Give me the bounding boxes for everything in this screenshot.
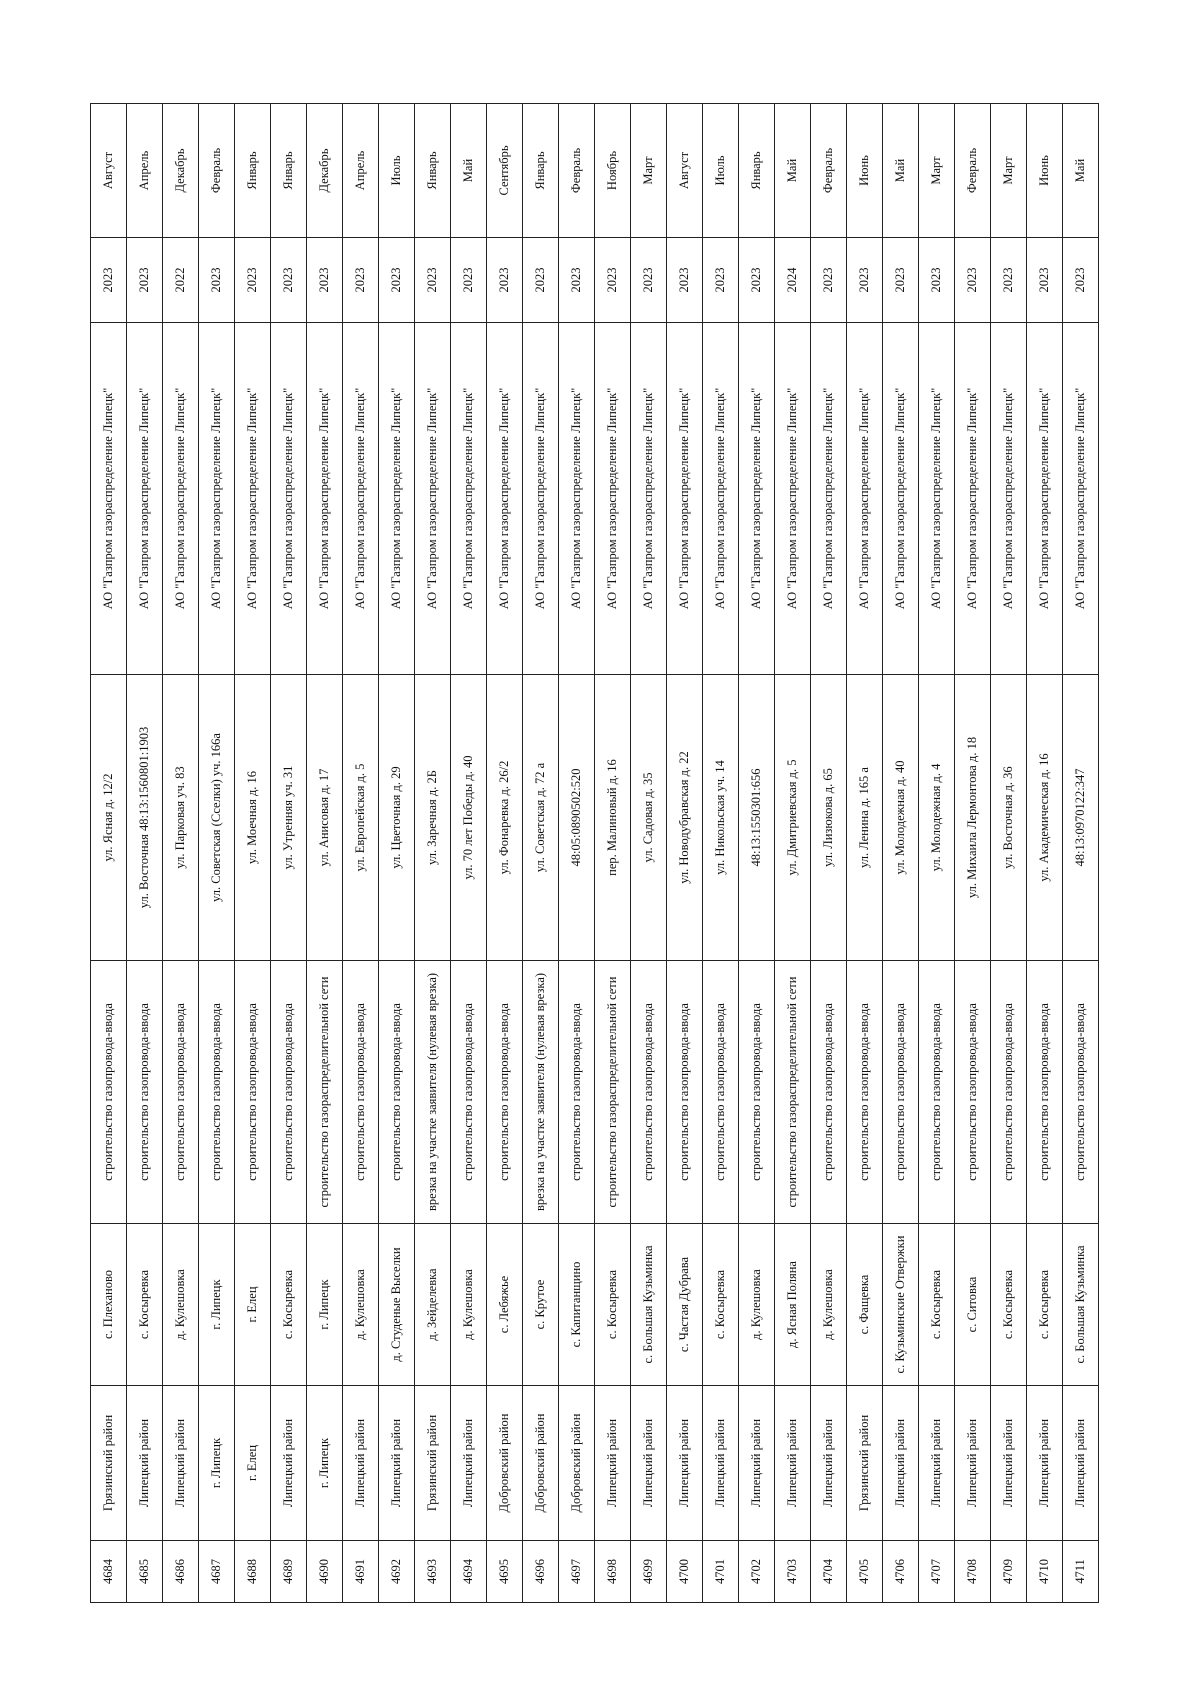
rotated-table-sheet (90, 104, 1097, 1603)
cell-month: Сентябрь (487, 104, 523, 238)
cell-work-type: строительство газопровода-ввода (235, 961, 271, 1224)
cell-settlement: с. Косыревка (1027, 1224, 1063, 1386)
cell-organization: АО "Газпром газораспределение Липецк" (595, 323, 631, 675)
cell-settlement: с. Ситовка (955, 1224, 991, 1386)
cell-district: Липецкий район (163, 1386, 199, 1541)
cell-work-type: строительство газопровода-ввода (127, 961, 163, 1224)
cell-month: Апрель (127, 104, 163, 238)
cell-settlement: г. Липецк (307, 1224, 343, 1386)
cell-work-type: строительство газопровода-ввода (847, 961, 883, 1224)
cell-row-number: 4691 (343, 1541, 379, 1603)
cell-district: Липецкий район (379, 1386, 415, 1541)
table-row (919, 104, 955, 1603)
cell-month: Декабрь (163, 104, 199, 238)
cell-month: Ноябрь (595, 104, 631, 238)
cell-organization: АО "Газпром газораспределение Липецк" (559, 323, 595, 675)
cell-work-type: строительство газопровода-ввода (451, 961, 487, 1224)
cell-work-type: врезка на участке заявителя (нулевая врезка) (415, 961, 451, 1224)
cell-settlement: с. Кузьминские Отвержки (883, 1224, 919, 1386)
cell-address: 48:13:0970122:347 (1063, 675, 1099, 961)
cell-district: Липецкий район (631, 1386, 667, 1541)
cell-settlement: с. Крутое (523, 1224, 559, 1386)
cell-month: Июнь (1027, 104, 1063, 238)
cell-settlement: д. Ясная Поляна (775, 1224, 811, 1386)
cell-district: Липецкий район (739, 1386, 775, 1541)
cell-year: 2023 (307, 238, 343, 323)
cell-district: Липецкий район (127, 1386, 163, 1541)
cell-district: Липецкий район (1063, 1386, 1099, 1541)
cell-organization: АО "Газпром газораспределение Липецк" (631, 323, 667, 675)
cell-organization: АО "Газпром газораспределение Липецк" (847, 323, 883, 675)
table-row (739, 104, 775, 1603)
cell-settlement: с. Косыревка (127, 1224, 163, 1386)
cell-row-number: 4687 (199, 1541, 235, 1603)
cell-row-number: 4693 (415, 1541, 451, 1603)
cell-address: ул. Лизюкова д. 65 (811, 675, 847, 961)
cell-year: 2023 (523, 238, 559, 323)
cell-row-number: 4699 (631, 1541, 667, 1603)
table-row (343, 104, 379, 1603)
cell-year: 2023 (595, 238, 631, 323)
cell-month: Март (631, 104, 667, 238)
cell-work-type: строительство газопровода-ввода (91, 961, 127, 1224)
cell-settlement: с. Большая Кузьминка (631, 1224, 667, 1386)
cell-district: Липецкий район (667, 1386, 703, 1541)
table-row (667, 104, 703, 1603)
cell-month: Март (991, 104, 1027, 238)
cell-address: ул. Парковая уч. 83 (163, 675, 199, 961)
cell-year: 2023 (127, 238, 163, 323)
cell-address: ул. Молодежная д. 4 (919, 675, 955, 961)
cell-organization: АО "Газпром газораспределение Липецк" (1063, 323, 1099, 675)
cell-year: 2023 (271, 238, 307, 323)
cell-district: Добровский район (559, 1386, 595, 1541)
cell-row-number: 4689 (271, 1541, 307, 1603)
cell-work-type: строительство газопровода-ввода (631, 961, 667, 1224)
table-row (415, 104, 451, 1603)
cell-settlement: с. Лебяжье (487, 1224, 523, 1386)
cell-row-number: 4702 (739, 1541, 775, 1603)
cell-row-number: 4690 (307, 1541, 343, 1603)
cell-organization: АО "Газпром газораспределение Липецк" (739, 323, 775, 675)
cell-row-number: 4700 (667, 1541, 703, 1603)
cell-district: Липецкий район (271, 1386, 307, 1541)
cell-district: г. Липецк (199, 1386, 235, 1541)
cell-settlement: с. Косыревка (919, 1224, 955, 1386)
cell-settlement: с. Косыревка (595, 1224, 631, 1386)
cell-year: 2023 (919, 238, 955, 323)
cell-settlement: с. Косыревка (271, 1224, 307, 1386)
table-row (127, 104, 163, 1603)
cell-month: Апрель (343, 104, 379, 238)
cell-organization: АО "Газпром газораспределение Липецк" (343, 323, 379, 675)
cell-month: Июль (379, 104, 415, 238)
gas-connection-table (90, 103, 1099, 1603)
cell-row-number: 4710 (1027, 1541, 1063, 1603)
cell-address: ул. Моечная д. 16 (235, 675, 271, 961)
table-row (235, 104, 271, 1603)
cell-organization: АО "Газпром газораспределение Липецк" (271, 323, 307, 675)
cell-address: ул. Ясная д. 12/2 (91, 675, 127, 961)
table-row (595, 104, 631, 1603)
cell-month: Май (1063, 104, 1099, 238)
cell-month: Февраль (955, 104, 991, 238)
cell-month: Февраль (199, 104, 235, 238)
table-row (991, 104, 1027, 1603)
cell-month: Январь (235, 104, 271, 238)
cell-year: 2023 (703, 238, 739, 323)
cell-settlement: с. Частая Дубрава (667, 1224, 703, 1386)
table-row (199, 104, 235, 1603)
cell-row-number: 4695 (487, 1541, 523, 1603)
table-body (91, 104, 1099, 1603)
cell-organization: АО "Газпром газораспределение Липецк" (919, 323, 955, 675)
cell-organization: АО "Газпром газораспределение Липецк" (991, 323, 1027, 675)
cell-organization: АО "Газпром газораспределение Липецк" (667, 323, 703, 675)
cell-year: 2023 (379, 238, 415, 323)
cell-settlement: д. Зейделевка (415, 1224, 451, 1386)
cell-year: 2022 (163, 238, 199, 323)
cell-organization: АО "Газпром газораспределение Липецк" (703, 323, 739, 675)
table-row (487, 104, 523, 1603)
cell-settlement: г. Елец (235, 1224, 271, 1386)
cell-work-type: строительство газопровода-ввода (487, 961, 523, 1224)
cell-month: Май (883, 104, 919, 238)
table-row (523, 104, 559, 1603)
cell-district: Грязинский район (847, 1386, 883, 1541)
cell-month: Январь (739, 104, 775, 238)
cell-district: Липецкий район (955, 1386, 991, 1541)
cell-work-type: строительство газопровода-ввода (739, 961, 775, 1224)
cell-organization: АО "Газпром газораспределение Липецк" (811, 323, 847, 675)
cell-month: Июнь (847, 104, 883, 238)
cell-year: 2023 (883, 238, 919, 323)
table-row (775, 104, 811, 1603)
cell-work-type: строительство газораспределительной сети (775, 961, 811, 1224)
cell-settlement: д. Кулешовка (343, 1224, 379, 1386)
cell-district: Липецкий район (919, 1386, 955, 1541)
cell-year: 2023 (91, 238, 127, 323)
cell-address: 48:05:0890502:520 (559, 675, 595, 961)
table-row (847, 104, 883, 1603)
cell-row-number: 4701 (703, 1541, 739, 1603)
cell-work-type: строительство газопровода-ввода (163, 961, 199, 1224)
cell-year: 2023 (739, 238, 775, 323)
cell-row-number: 4696 (523, 1541, 559, 1603)
cell-row-number: 4692 (379, 1541, 415, 1603)
cell-district: Липецкий район (1027, 1386, 1063, 1541)
cell-work-type: строительство газопровода-ввода (667, 961, 703, 1224)
cell-organization: АО "Газпром газораспределение Липецк" (235, 323, 271, 675)
table-row (703, 104, 739, 1603)
cell-settlement: д. Кулешовка (739, 1224, 775, 1386)
cell-work-type: строительство газопровода-ввода (811, 961, 847, 1224)
cell-organization: АО "Газпром газораспределение Липецк" (955, 323, 991, 675)
cell-organization: АО "Газпром газораспределение Липецк" (163, 323, 199, 675)
cell-month: Январь (271, 104, 307, 238)
cell-month: Декабрь (307, 104, 343, 238)
cell-address: ул. Европейская д. 5 (343, 675, 379, 961)
cell-row-number: 4697 (559, 1541, 595, 1603)
cell-organization: АО "Газпром газораспределение Липецк" (91, 323, 127, 675)
cell-settlement: д. Студеные Выселки (379, 1224, 415, 1386)
cell-address: ул. Советская (Сселки) уч. 166а (199, 675, 235, 961)
table-row (163, 104, 199, 1603)
cell-organization: АО "Газпром газораспределение Липецк" (1027, 323, 1063, 675)
cell-year: 2023 (991, 238, 1027, 323)
cell-year: 2023 (235, 238, 271, 323)
cell-row-number: 4707 (919, 1541, 955, 1603)
cell-month: Август (91, 104, 127, 238)
cell-row-number: 4686 (163, 1541, 199, 1603)
cell-address: ул. Восточная 48:13:1560801:1903 (127, 675, 163, 961)
cell-settlement: д. Кулешовка (811, 1224, 847, 1386)
cell-month: Январь (415, 104, 451, 238)
cell-year: 2023 (451, 238, 487, 323)
cell-district: Липецкий район (451, 1386, 487, 1541)
cell-year: 2024 (775, 238, 811, 323)
cell-work-type: строительство газораспределительной сети (307, 961, 343, 1224)
cell-district: Добровский район (487, 1386, 523, 1541)
cell-district: Липецкий район (775, 1386, 811, 1541)
cell-organization: АО "Газпром газораспределение Липецк" (199, 323, 235, 675)
cell-row-number: 4704 (811, 1541, 847, 1603)
cell-work-type: строительство газопровода-ввода (379, 961, 415, 1224)
cell-year: 2023 (667, 238, 703, 323)
cell-address: ул. Утренняя уч. 31 (271, 675, 307, 961)
cell-district: г. Елец (235, 1386, 271, 1541)
cell-settlement: с. Косыревка (703, 1224, 739, 1386)
cell-settlement: с. Фащевка (847, 1224, 883, 1386)
table-row (91, 104, 127, 1603)
cell-work-type: строительство газопровода-ввода (991, 961, 1027, 1224)
cell-address: ул. Восточная д. 36 (991, 675, 1027, 961)
cell-year: 2023 (487, 238, 523, 323)
cell-work-type: строительство газопровода-ввода (343, 961, 379, 1224)
cell-organization: АО "Газпром газораспределение Липецк" (487, 323, 523, 675)
cell-settlement: д. Кулешовка (451, 1224, 487, 1386)
cell-work-type: строительство газопровода-ввода (1027, 961, 1063, 1224)
cell-district: Липецкий район (991, 1386, 1027, 1541)
table-row (559, 104, 595, 1603)
cell-row-number: 4688 (235, 1541, 271, 1603)
cell-year: 2023 (343, 238, 379, 323)
cell-work-type: строительство газопровода-ввода (559, 961, 595, 1224)
table-row (631, 104, 667, 1603)
cell-organization: АО "Газпром газораспределение Липецк" (307, 323, 343, 675)
cell-work-type: строительство газопровода-ввода (955, 961, 991, 1224)
table-row (883, 104, 919, 1603)
cell-work-type: строительство газопровода-ввода (199, 961, 235, 1224)
cell-organization: АО "Газпром газораспределение Липецк" (451, 323, 487, 675)
cell-row-number: 4698 (595, 1541, 631, 1603)
cell-address: ул. Анисовая д. 17 (307, 675, 343, 961)
cell-district: г. Липецк (307, 1386, 343, 1541)
cell-row-number: 4703 (775, 1541, 811, 1603)
cell-settlement: с. Большая Кузьминка (1063, 1224, 1099, 1386)
cell-work-type: строительство газораспределительной сети (595, 961, 631, 1224)
cell-work-type: строительство газопровода-ввода (271, 961, 307, 1224)
cell-year: 2023 (811, 238, 847, 323)
cell-organization: АО "Газпром газораспределение Липецк" (379, 323, 415, 675)
table-row (811, 104, 847, 1603)
cell-address: ул. Новодубравская д. 22 (667, 675, 703, 961)
cell-work-type: врезка на участке заявителя (нулевая врезка) (523, 961, 559, 1224)
cell-month: Август (667, 104, 703, 238)
cell-year: 2023 (1027, 238, 1063, 323)
table-row (379, 104, 415, 1603)
cell-work-type: строительство газопровода-ввода (919, 961, 955, 1224)
cell-settlement: с. Капитанщино (559, 1224, 595, 1386)
cell-address: ул. Молодежная д. 40 (883, 675, 919, 961)
cell-district: Липецкий район (343, 1386, 379, 1541)
cell-address: ул. Никольская уч. 14 (703, 675, 739, 961)
cell-address: ул. Цветочная д. 29 (379, 675, 415, 961)
cell-month: Март (919, 104, 955, 238)
cell-address: ул. Фонаревка д. 26/2 (487, 675, 523, 961)
table-row (307, 104, 343, 1603)
cell-address: ул. Заречная д. 2Б (415, 675, 451, 961)
cell-settlement: г. Липецк (199, 1224, 235, 1386)
cell-address: 48:13:1550301:656 (739, 675, 775, 961)
cell-year: 2023 (1063, 238, 1099, 323)
cell-organization: АО "Газпром газораспределение Липецк" (127, 323, 163, 675)
cell-month: Февраль (559, 104, 595, 238)
cell-address: ул. Ленина д. 165 а (847, 675, 883, 961)
cell-row-number: 4711 (1063, 1541, 1099, 1603)
cell-month: Февраль (811, 104, 847, 238)
cell-address: ул. Дмитриевская д. 5 (775, 675, 811, 961)
table-row (271, 104, 307, 1603)
cell-year: 2023 (199, 238, 235, 323)
cell-work-type: строительство газопровода-ввода (703, 961, 739, 1224)
cell-year: 2023 (955, 238, 991, 323)
table-row (1063, 104, 1099, 1603)
cell-address: ул. Садовая д. 35 (631, 675, 667, 961)
cell-address: ул. Академическая д. 16 (1027, 675, 1063, 961)
cell-address: ул. Советская д. 72 а (523, 675, 559, 961)
cell-address: пер. Малиновый д. 16 (595, 675, 631, 961)
cell-district: Грязинский район (415, 1386, 451, 1541)
cell-settlement: д. Кулешовка (163, 1224, 199, 1386)
cell-month: Январь (523, 104, 559, 238)
cell-settlement: с. Косыревка (991, 1224, 1027, 1386)
cell-district: Липецкий район (595, 1386, 631, 1541)
cell-row-number: 4684 (91, 1541, 127, 1603)
cell-month: Май (451, 104, 487, 238)
cell-row-number: 4705 (847, 1541, 883, 1603)
table-row (955, 104, 991, 1603)
cell-address: ул. Михаила Лермонтова д. 18 (955, 675, 991, 961)
cell-district: Грязинский район (91, 1386, 127, 1541)
cell-district: Липецкий район (883, 1386, 919, 1541)
cell-month: Май (775, 104, 811, 238)
cell-year: 2023 (415, 238, 451, 323)
cell-address: ул. 70 лет Победы д. 40 (451, 675, 487, 961)
cell-row-number: 4694 (451, 1541, 487, 1603)
cell-district: Липецкий район (811, 1386, 847, 1541)
cell-organization: АО "Газпром газораспределение Липецк" (415, 323, 451, 675)
cell-district: Липецкий район (703, 1386, 739, 1541)
cell-work-type: строительство газопровода-ввода (1063, 961, 1099, 1224)
cell-work-type: строительство газопровода-ввода (883, 961, 919, 1224)
cell-settlement: с. Плеханово (91, 1224, 127, 1386)
cell-organization: АО "Газпром газораспределение Липецк" (883, 323, 919, 675)
cell-year: 2023 (559, 238, 595, 323)
cell-row-number: 4708 (955, 1541, 991, 1603)
cell-organization: АО "Газпром газораспределение Липецк" (775, 323, 811, 675)
cell-year: 2023 (847, 238, 883, 323)
cell-month: Июль (703, 104, 739, 238)
cell-row-number: 4706 (883, 1541, 919, 1603)
cell-organization: АО "Газпром газораспределение Липецк" (523, 323, 559, 675)
table-row (1027, 104, 1063, 1603)
cell-year: 2023 (631, 238, 667, 323)
cell-district: Добровский район (523, 1386, 559, 1541)
cell-row-number: 4709 (991, 1541, 1027, 1603)
cell-row-number: 4685 (127, 1541, 163, 1603)
table-row (451, 104, 487, 1603)
